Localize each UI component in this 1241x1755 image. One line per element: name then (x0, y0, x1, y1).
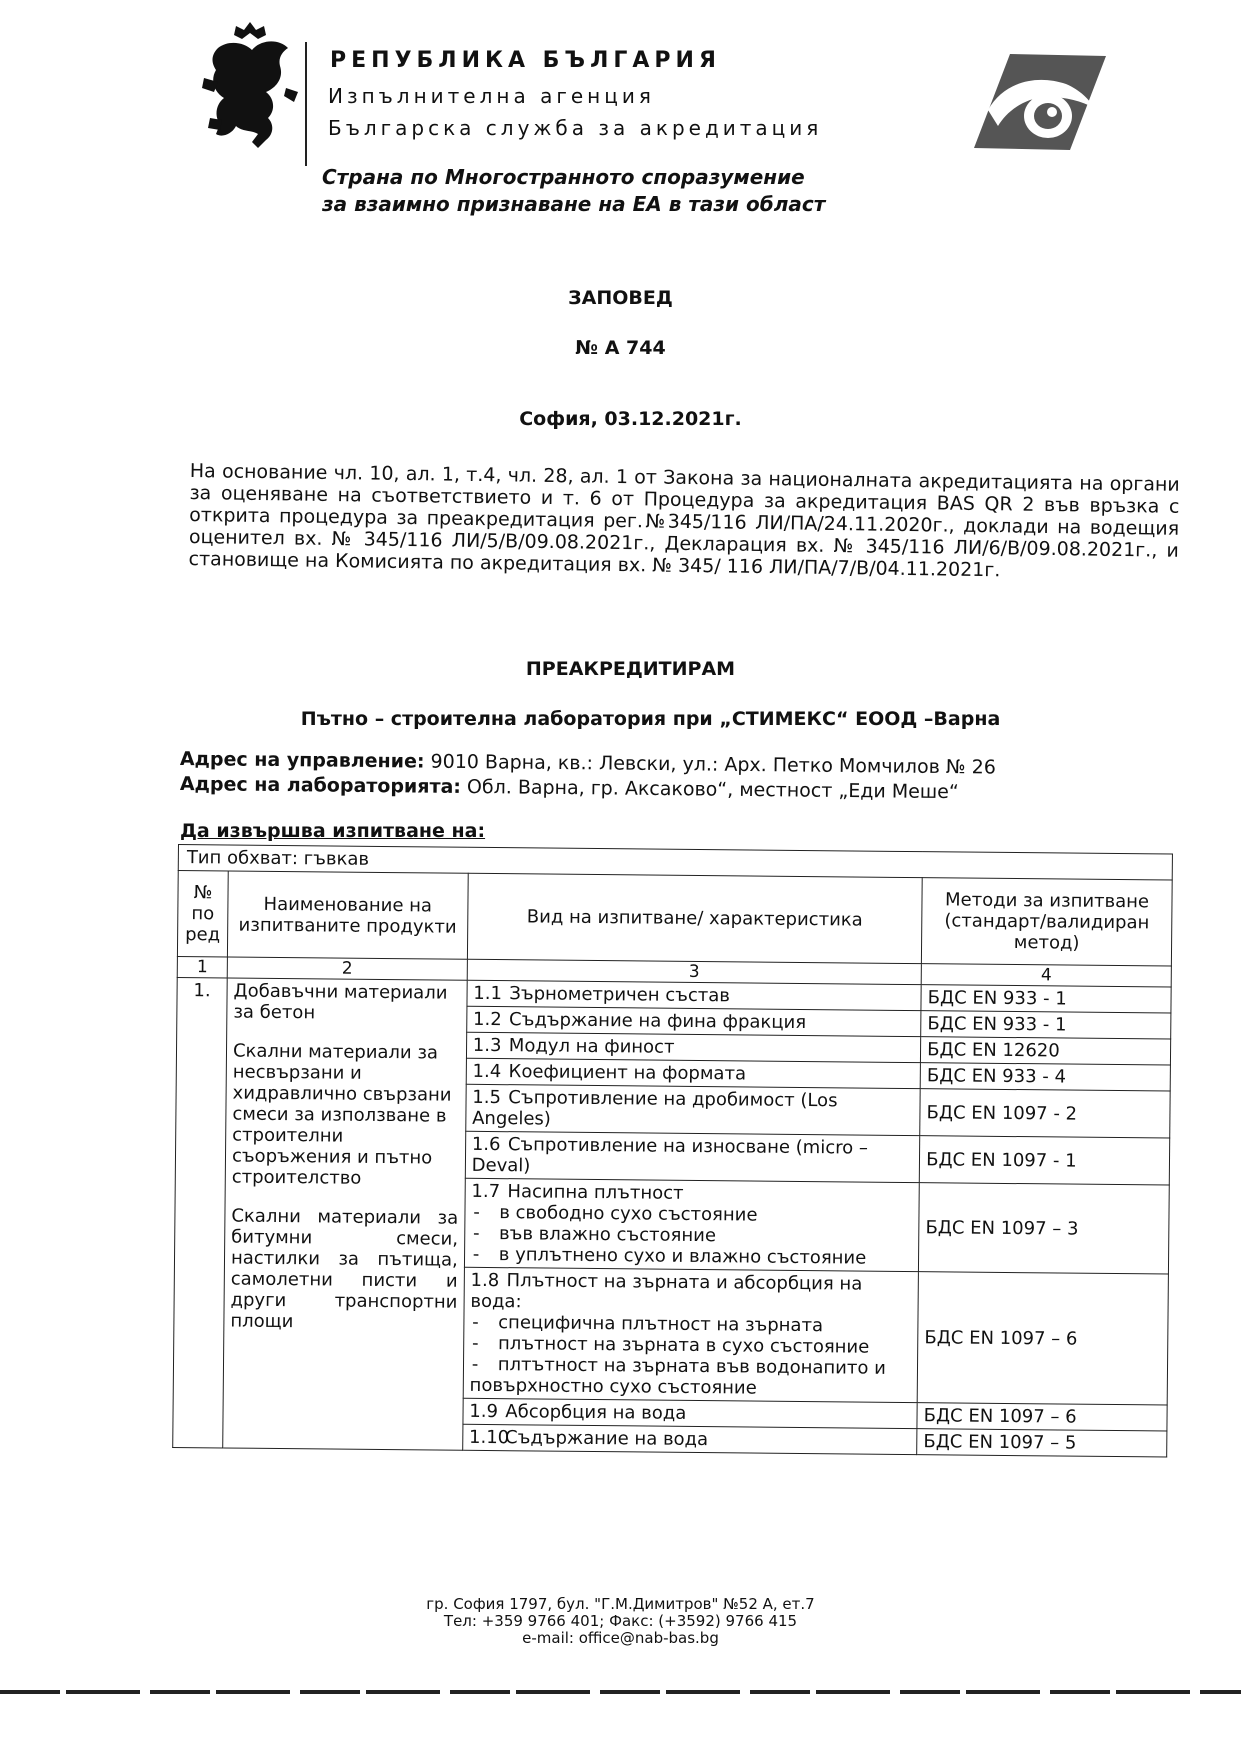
method-cell: БДС EN 1097 – 6 (917, 1403, 1167, 1431)
test-number: 1.2 (473, 1008, 502, 1031)
test-name: Абсорбция на вода (505, 1401, 687, 1424)
test-cell (462, 1424, 917, 1454)
mla-line-1: Страна по Многостранното споразумение (322, 165, 805, 189)
product-item: Добавъчни материали за бетон (233, 980, 448, 1024)
test-name: Съдържание на вода (504, 1427, 709, 1451)
method-cell: БДС EN 1097 – 6 (917, 1272, 1168, 1405)
test-number: 1.6 (471, 1133, 501, 1156)
footer-email: e-mail: office@nab-bas.bg (522, 1629, 719, 1647)
test-name: Насипна плътност (507, 1181, 684, 1204)
bas-logo-icon (970, 52, 1110, 152)
scope-table (172, 844, 1173, 1458)
mla-line-2: за взаимно признаване на ЕА в тази област (322, 192, 826, 216)
method-cell: БДС EN 12620 (921, 1037, 1171, 1065)
decision-heading: ПРЕАКРЕДИТИРАМ (525, 658, 736, 680)
method-cell: БДС EN 933 - 1 (921, 1011, 1171, 1039)
test-subitem: - в уплътнено сухо и влажно състояние (471, 1244, 913, 1269)
test-name: Коефициент на формата (508, 1061, 747, 1085)
test-cell (463, 1267, 919, 1402)
method-cell: БДС EN 1097 - 2 (920, 1089, 1170, 1138)
scan-artifact-line (0, 1690, 1241, 1694)
method-cell: БДС EN 1097 – 3 (919, 1183, 1170, 1274)
method-cell: БДС EN 1097 – 5 (917, 1429, 1167, 1457)
test-number: 1.5 (472, 1086, 502, 1109)
order-number: № А 744 (575, 337, 666, 359)
header-divider (305, 42, 307, 166)
test-number: 1.4 (472, 1060, 502, 1083)
test-subitem: - плтътност на зърната във водонапито и повърхностно сухо състояние (469, 1354, 911, 1400)
col-header-method: Методи за изпитване (стандарт/валидиран метод) (922, 878, 1173, 966)
test-subitem: - във влажно състояние (471, 1223, 913, 1248)
footer-phones: Тел: +359 9766 401; Факс: (+3592) 9766 415 (443, 1612, 798, 1630)
test-number: 1.1 (473, 982, 503, 1005)
footer (0, 1596, 1241, 1647)
col-header-test: Вид на изпитване/ характеристика (467, 873, 922, 963)
test-subitem: - плътност на зърната в сухо състояние (470, 1333, 912, 1358)
scope-type: Тип обхват: гъвкав (178, 845, 1172, 881)
management-address-label: Адрес на управление: (179, 748, 425, 773)
scope-table-wrapper (172, 844, 1173, 1458)
country-name: РЕПУБЛИКА БЪЛГАРИЯ (330, 48, 721, 73)
test-name: Съпротивление на износване (micro – Deval) (471, 1134, 868, 1177)
method-cell: БДС EN 1097 - 1 (919, 1136, 1169, 1185)
test-name: Съпротивление на дробимост (Los Angeles) (472, 1087, 838, 1130)
order-basis-paragraph: На основание чл. 10, ал. 1, т.4, чл. 28, ал. 1 от Закона за националната акредитацията на органи за оценяване на съответствието и т. 6 от Процедура за акредитация BAS QR 2 във връзка с открита процедура за преакредитация рег.№345/116 ЛИ/ПА/24.11.2020г., доклади на водещия оценител вх. № 345/116 ЛИ/5/В/09.08.2021г., Декларация вх. № 345/116 ЛИ/6/В/09.08.2021г., и становище на Комисията по акредитация вх. № 345/ 116 ЛИ/ПА/7/В/04.11.2021г. (188, 460, 1180, 582)
test-name: Зърнометричен състав (509, 983, 731, 1007)
agency-line-2: Българска служба за акредитация (328, 116, 823, 140)
laboratory-address-label: Адрес на лабораторията: (179, 773, 462, 798)
col-number: 1 (177, 956, 227, 977)
row-number: 1. (173, 977, 227, 1447)
test-name: Съдържание на фина фракция (509, 1009, 807, 1034)
test-cell (464, 1178, 919, 1271)
order-place-date: София, 03.12.2021г. (519, 408, 742, 430)
test-subitems (471, 1202, 913, 1269)
order-title: ЗАПОВЕД (568, 287, 673, 309)
col-header-product: Наименование на изпитваните продукти (227, 871, 468, 959)
perform-testing-label: Да извършва изпитване на: (180, 820, 486, 842)
laboratory-address (180, 773, 959, 803)
test-number: 1.3 (472, 1034, 502, 1057)
test-number: 1.10 (468, 1426, 510, 1449)
product-item: Скални материали за несвързани и хидравлично свързани смеси за използване в строителни съоръжения и пътно строителство (231, 1040, 452, 1189)
products-cell (223, 978, 467, 1450)
test-name: Модул на финост (508, 1035, 675, 1058)
col-number: 2 (227, 957, 467, 980)
test-subitems (469, 1312, 911, 1400)
laboratory-address-value: Обл. Варна, гр. Аксаково“, местност „Еди Меше“ (460, 775, 959, 804)
col-number: 3 (467, 959, 922, 984)
test-subitem: - в свободно сухо състояние (471, 1202, 913, 1227)
col-number: 4 (921, 964, 1171, 987)
agency-line-1: Изпълнителна агенция (328, 84, 655, 108)
method-cell: БДС EN 933 - 4 (920, 1063, 1170, 1091)
footer-address: гр. София 1797, бул. "Г.М.Димитров" №52 А, ет.7 (426, 1595, 815, 1613)
test-number: 1.7 (471, 1180, 501, 1203)
management-address-value: 9010 Варна, кв.: Левски, ул.: Арх. Петко Момчилов № 26 (424, 750, 996, 779)
test-name: Плътност на зърната и абсорбция на вода: (470, 1270, 863, 1313)
product-item: Скални материали за битумни смеси, настилки за пътища, самолетни писти и други транспортни площи (230, 1205, 459, 1333)
test-cell (465, 1131, 920, 1182)
laboratory-name: Пътно – строителна лаборатория при „СТИМЕКС“ ЕООД –Варна (300, 708, 1001, 730)
test-number: 1.9 (469, 1400, 499, 1423)
test-number: 1.8 (470, 1269, 500, 1292)
test-subitem: - специфична плътност на зърната (470, 1312, 912, 1337)
col-header-no: № по ред (177, 871, 228, 957)
coat-of-arms-icon (196, 18, 304, 158)
method-cell: БДС EN 933 - 1 (921, 985, 1171, 1013)
test-cell (466, 1084, 921, 1135)
